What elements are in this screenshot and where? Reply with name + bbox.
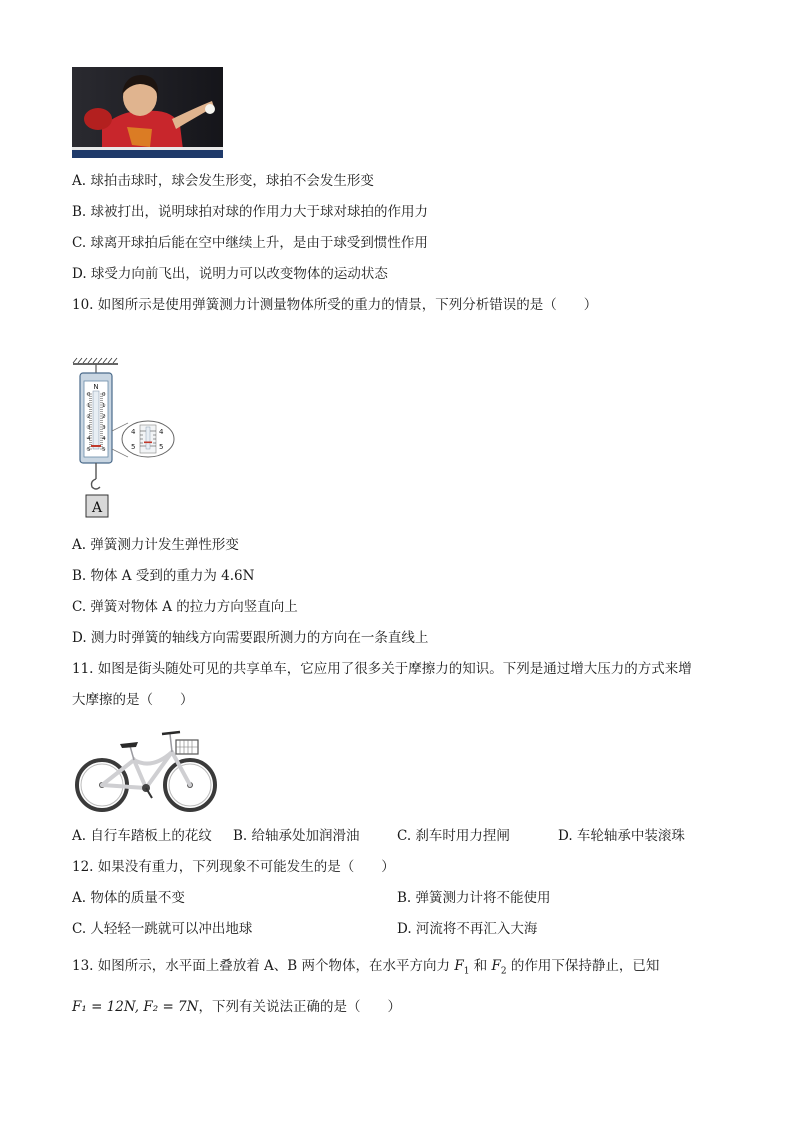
q9-option-a: A. 球拍击球时，球会发生形变，球拍不会发生形变 (72, 173, 374, 189)
table-tennis-photo (72, 67, 223, 158)
shared-bicycle-figure (72, 720, 220, 816)
zoom-tick-label: 5 (131, 443, 136, 451)
q12-option-b: B. 弹簧测力计将不能使用 (397, 890, 551, 906)
q13-stem-line2 (72, 998, 401, 1016)
f1-symbol: F (454, 958, 464, 974)
q13-stem-prefix: 13. 如图所示，水平面上叠放着 A、B 两个物体，在水平方向力 (72, 958, 455, 974)
q12-stem: 12. 如果没有重力，下列现象不可能发生的是（ ） (72, 859, 395, 875)
scale-unit-label: N (93, 383, 99, 391)
scale-tick-label: 3 (87, 425, 91, 431)
q13-stem-line1 (72, 957, 659, 981)
spring-scale-figure (70, 355, 180, 520)
q13-stem-and: 和 (469, 958, 492, 974)
scale-tick-label: 1 (87, 403, 91, 409)
q11-option-d: D. 车轮轴承中装滚珠 (558, 828, 685, 844)
q12-option-c: C. 人轻轻一跳就可以冲出地球 (72, 921, 253, 937)
scale-tick-label: 0 (87, 392, 91, 398)
scale-tick-label: 0 (102, 392, 106, 398)
scale-tick-label: 2 (87, 414, 91, 420)
q13-stem-line2-text: ，下列有关说法正确的是（ ） (198, 999, 401, 1015)
q11-option-b: B. 给轴承处加润滑油 (233, 828, 360, 844)
q13-force-f1 (454, 958, 470, 977)
scale-tick-label: 5 (102, 447, 106, 453)
q11-stem-line1: 11. 如图是街头随处可见的共享单车，它应用了很多关于摩擦力的知识。下列是通过增大压力的方式来增 (72, 661, 692, 677)
q11-option-a: A. 自行车踏板上的花纹 (72, 828, 212, 844)
scale-tick-label: 1 (102, 403, 106, 409)
f1-subscript: 1 (463, 966, 470, 977)
q10-option-b: B. 物体 A 受到的重力为 4.6N (72, 568, 255, 584)
scale-tick-label: 5 (87, 447, 91, 453)
q9-option-b: B. 球被打出，说明球拍对球的作用力大于球对球拍的作用力 (72, 204, 429, 220)
q10-stem: 10. 如图所示是使用弹簧测力计测量物体所受的重力的情景，下列分析错误的是（ ） (72, 297, 598, 313)
scale-tick-label: 2 (102, 414, 106, 420)
f2-symbol: F (491, 958, 501, 974)
q13-given-values: F₁ = 12N, F₂ = 7N (72, 999, 199, 1015)
q10-option-d: D. 测力时弹簧的轴线方向需要跟所测力的方向在一条直线上 (72, 630, 429, 646)
q13-stem-suffix: 的作用下保持静止，已知 (506, 958, 660, 974)
q11-option-c: C. 刹车时用力捏闸 (397, 828, 510, 844)
q9-option-c: C. 球离开球拍后能在空中继续上升，是由于球受到惯性作用 (72, 235, 428, 251)
q11-stem-line2: 大摩擦的是（ ） (72, 692, 194, 708)
scale-tick-label: 4 (102, 436, 106, 442)
q12-option-a: A. 物体的质量不变 (72, 890, 185, 906)
q9-option-d: D. 球受力向前飞出，说明力可以改变物体的运动状态 (72, 266, 388, 282)
q10-option-c: C. 弹簧对物体 A 的拉力方向竖直向上 (72, 599, 298, 615)
q12-option-d: D. 河流将不再汇入大海 (397, 921, 538, 937)
scale-tick-label: 4 (87, 436, 91, 442)
zoom-tick-label: 4 (131, 428, 136, 436)
zoom-tick-label: 5 (159, 443, 164, 451)
f2-subscript: 2 (500, 966, 507, 977)
q10-option-a: A. 弹簧测力计发生弹性形变 (72, 537, 239, 553)
q13-force-f2 (491, 958, 507, 977)
zoom-tick-label: 4 (159, 428, 164, 436)
scale-tick-label: 3 (102, 425, 106, 431)
object-a-label: A (91, 500, 103, 516)
